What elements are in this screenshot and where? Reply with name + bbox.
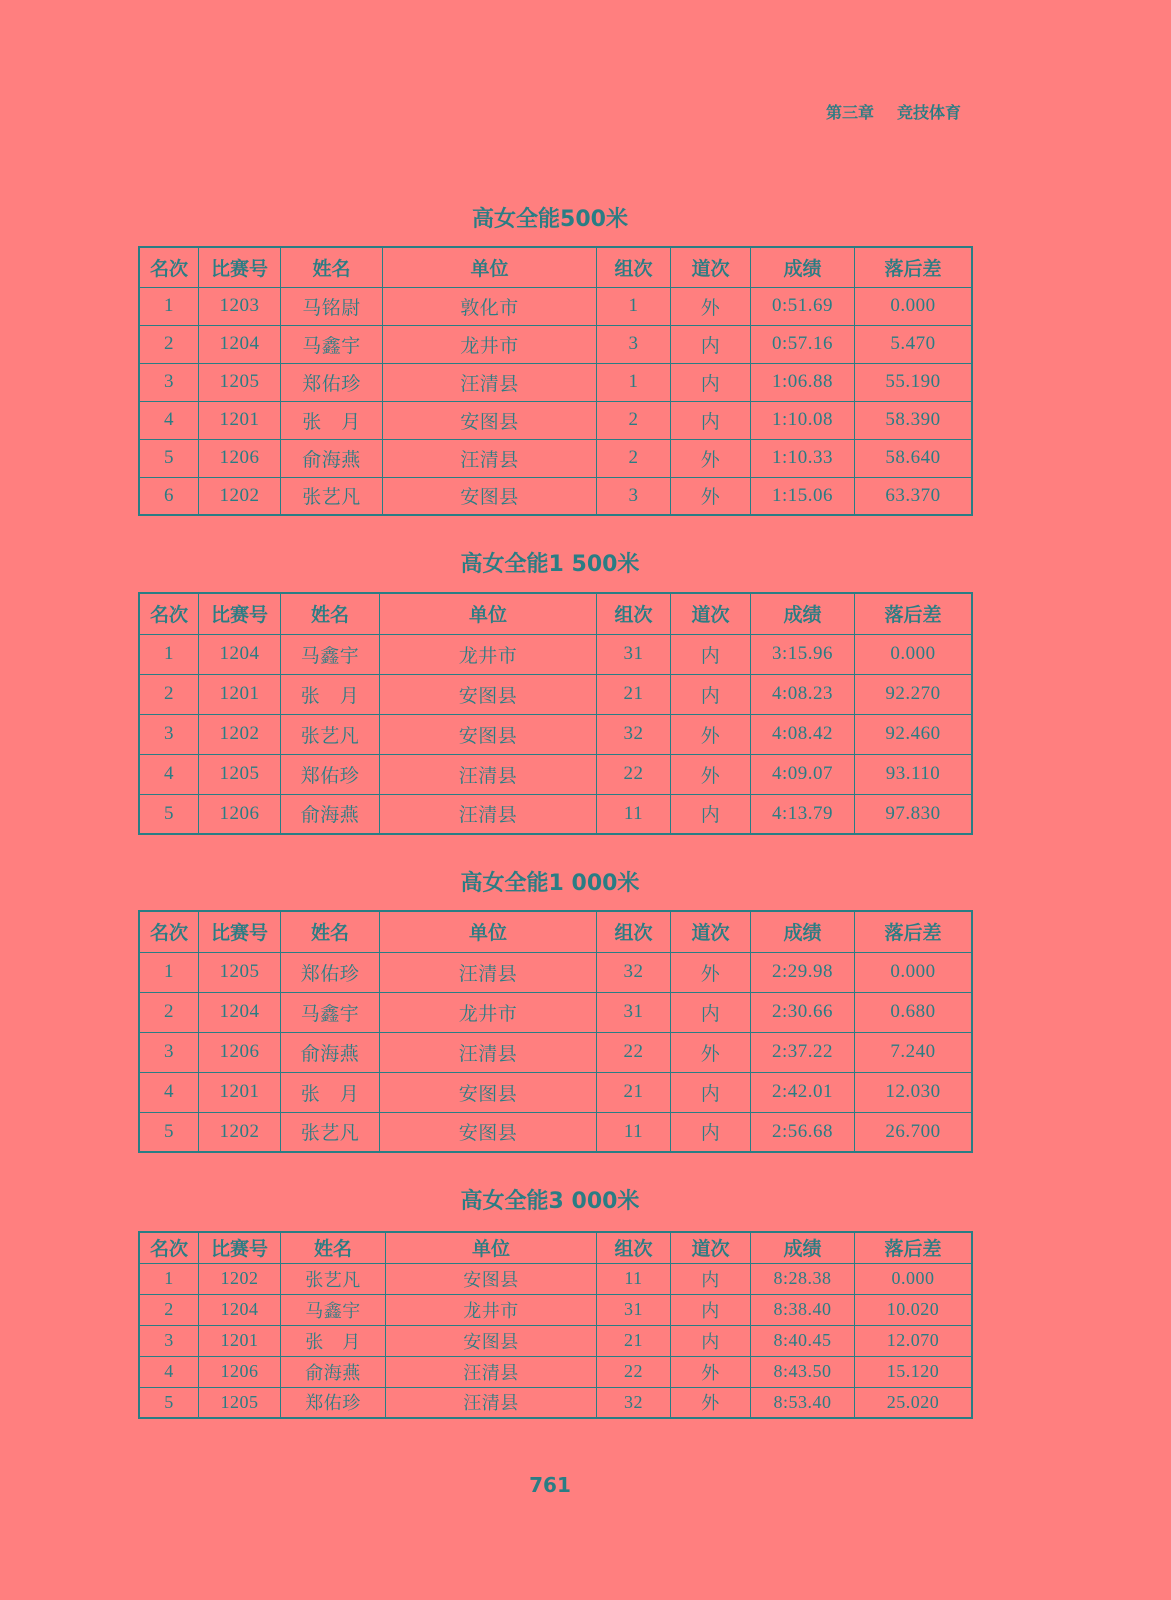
cell-lane: 内 <box>671 363 751 401</box>
cell-athlete-name: 张艺凡 <box>281 1112 380 1152</box>
column-header-rank: 名次 <box>139 1232 199 1263</box>
cell-team: 敦化市 <box>383 287 597 325</box>
cell-bib-number: 1201 <box>199 674 281 714</box>
cell-time-behind: 26.700 <box>855 1112 973 1152</box>
cell-athlete-name: 马铭尉 <box>281 287 383 325</box>
column-header-athlete-name: 姓名 <box>281 247 383 287</box>
column-header-team: 单位 <box>386 1232 597 1263</box>
cell-team: 龙井市 <box>386 1294 597 1325</box>
table-row <box>139 1032 972 1072</box>
chapter-label: 第三章 <box>825 103 874 122</box>
cell-lane: 外 <box>671 1032 751 1072</box>
cell-time-behind: 7.240 <box>855 1032 973 1072</box>
cell-heat: 2 <box>597 439 671 477</box>
column-header-heat: 组次 <box>597 247 671 287</box>
cell-rank: 1 <box>139 287 199 325</box>
cell-heat: 22 <box>597 1032 671 1072</box>
cell-result-time: 4:09.07 <box>751 754 855 794</box>
cell-team: 汪清县 <box>380 794 597 834</box>
cell-rank: 4 <box>139 754 199 794</box>
cell-rank: 4 <box>139 401 199 439</box>
table-row <box>139 634 972 674</box>
cell-bib-number: 1204 <box>199 992 281 1032</box>
cell-time-behind: 12.070 <box>855 1325 973 1356</box>
column-header-rank: 名次 <box>139 911 199 952</box>
cell-heat: 11 <box>597 794 671 834</box>
cell-rank: 4 <box>139 1356 199 1387</box>
cell-heat: 31 <box>597 1294 671 1325</box>
table-row <box>139 401 972 439</box>
cell-bib-number: 1205 <box>199 363 281 401</box>
cell-team: 汪清县 <box>380 754 597 794</box>
cell-rank: 3 <box>139 1032 199 1072</box>
cell-bib-number: 1202 <box>199 714 281 754</box>
cell-rank: 1 <box>139 952 199 992</box>
cell-rank: 2 <box>139 992 199 1032</box>
cell-result-time: 2:56.68 <box>751 1112 855 1152</box>
cell-result-time: 2:42.01 <box>751 1072 855 1112</box>
cell-team: 安图县 <box>386 1263 597 1294</box>
column-header-result-time: 成绩 <box>751 911 855 952</box>
cell-bib-number: 1204 <box>199 1294 281 1325</box>
table-row <box>139 992 972 1032</box>
cell-bib-number: 1205 <box>199 754 281 794</box>
cell-rank: 5 <box>139 439 199 477</box>
cell-heat: 1 <box>597 363 671 401</box>
table-row <box>139 754 972 794</box>
cell-athlete-name: 张艺凡 <box>281 477 383 515</box>
column-header-lane: 道次 <box>671 911 751 952</box>
column-header-bib-number: 比赛号 <box>199 247 281 287</box>
results-table <box>138 246 973 516</box>
cell-time-behind: 0.680 <box>855 992 973 1032</box>
cell-heat: 11 <box>597 1263 671 1294</box>
cell-time-behind: 55.190 <box>855 363 973 401</box>
cell-result-time: 8:43.50 <box>751 1356 855 1387</box>
cell-rank: 1 <box>139 1263 199 1294</box>
cell-athlete-name: 张艺凡 <box>281 714 380 754</box>
header-row <box>139 247 972 287</box>
column-header-heat: 组次 <box>597 593 671 634</box>
cell-athlete-name: 郑佑珍 <box>281 1387 386 1418</box>
cell-team: 安图县 <box>380 1072 597 1112</box>
cell-athlete-name: 俞海燕 <box>281 439 383 477</box>
cell-lane: 内 <box>671 1263 751 1294</box>
cell-time-behind: 0.000 <box>855 1263 973 1294</box>
cell-team: 汪清县 <box>386 1387 597 1418</box>
cell-athlete-name: 张 月 <box>281 401 383 439</box>
table-row <box>139 674 972 714</box>
section-label: 竞技体育 <box>896 103 961 122</box>
cell-athlete-name: 马鑫宇 <box>281 325 383 363</box>
cell-lane: 内 <box>671 794 751 834</box>
cell-team: 汪清县 <box>380 952 597 992</box>
cell-team: 龙井市 <box>380 634 597 674</box>
column-header-result-time: 成绩 <box>751 593 855 634</box>
table-row <box>139 1072 972 1112</box>
cell-team: 安图县 <box>380 674 597 714</box>
cell-athlete-name: 张 月 <box>281 1072 380 1112</box>
cell-lane: 外 <box>671 952 751 992</box>
column-header-result-time: 成绩 <box>751 247 855 287</box>
table-row <box>139 1263 972 1294</box>
cell-rank: 1 <box>139 634 199 674</box>
running-header <box>826 102 961 124</box>
column-header-bib-number: 比赛号 <box>199 593 281 634</box>
cell-team: 汪清县 <box>383 439 597 477</box>
cell-result-time: 1:06.88 <box>751 363 855 401</box>
cell-bib-number: 1203 <box>199 287 281 325</box>
cell-rank: 3 <box>139 363 199 401</box>
table-title: 高女全能3 000米 <box>460 1189 640 1214</box>
table-row <box>139 1387 972 1418</box>
table-row <box>139 1112 972 1152</box>
cell-athlete-name: 马鑫宇 <box>281 1294 386 1325</box>
cell-result-time: 8:40.45 <box>751 1325 855 1356</box>
cell-bib-number: 1202 <box>199 1112 281 1152</box>
cell-lane: 内 <box>671 992 751 1032</box>
column-header-time-behind: 落后差 <box>855 911 973 952</box>
table-title: 高女全能500米 <box>472 207 628 232</box>
column-header-team: 单位 <box>380 911 597 952</box>
cell-lane: 外 <box>671 1356 751 1387</box>
cell-heat: 3 <box>597 325 671 363</box>
column-header-athlete-name: 姓名 <box>281 911 380 952</box>
cell-bib-number: 1206 <box>199 794 281 834</box>
cell-team: 龙井市 <box>380 992 597 1032</box>
column-header-result-time: 成绩 <box>751 1232 855 1263</box>
cell-result-time: 1:10.08 <box>751 401 855 439</box>
cell-time-behind: 92.270 <box>855 674 973 714</box>
table-row <box>139 952 972 992</box>
cell-lane: 内 <box>671 401 751 439</box>
column-header-heat: 组次 <box>597 911 671 952</box>
cell-result-time: 3:15.96 <box>751 634 855 674</box>
cell-rank: 4 <box>139 1072 199 1112</box>
cell-bib-number: 1204 <box>199 634 281 674</box>
cell-bib-number: 1202 <box>199 477 281 515</box>
header-row <box>139 1232 972 1263</box>
cell-team: 安图县 <box>386 1325 597 1356</box>
cell-team: 安图县 <box>380 1112 597 1152</box>
cell-team: 安图县 <box>383 477 597 515</box>
cell-rank: 3 <box>139 1325 199 1356</box>
cell-lane: 外 <box>671 477 751 515</box>
cell-time-behind: 10.020 <box>855 1294 973 1325</box>
cell-result-time: 4:08.23 <box>751 674 855 714</box>
column-header-rank: 名次 <box>139 593 199 634</box>
page-number: 761 <box>529 1473 571 1497</box>
cell-athlete-name: 张 月 <box>281 1325 386 1356</box>
cell-athlete-name: 俞海燕 <box>281 794 380 834</box>
cell-result-time: 4:13.79 <box>751 794 855 834</box>
cell-heat: 1 <box>597 287 671 325</box>
table-title: 高女全能1 500米 <box>460 552 640 577</box>
cell-time-behind: 97.830 <box>855 794 973 834</box>
cell-heat: 21 <box>597 1072 671 1112</box>
cell-heat: 22 <box>597 754 671 794</box>
column-header-lane: 道次 <box>671 247 751 287</box>
table-row <box>139 1294 972 1325</box>
cell-team: 安图县 <box>383 401 597 439</box>
cell-time-behind: 0.000 <box>855 634 973 674</box>
column-header-time-behind: 落后差 <box>855 593 973 634</box>
column-header-team: 单位 <box>383 247 597 287</box>
cell-result-time: 0:57.16 <box>751 325 855 363</box>
cell-bib-number: 1206 <box>199 1032 281 1072</box>
cell-result-time: 4:08.42 <box>751 714 855 754</box>
results-table <box>138 910 973 1153</box>
cell-rank: 3 <box>139 714 199 754</box>
cell-lane: 外 <box>671 1387 751 1418</box>
cell-bib-number: 1206 <box>199 1356 281 1387</box>
cell-athlete-name: 俞海燕 <box>281 1356 386 1387</box>
cell-bib-number: 1206 <box>199 439 281 477</box>
cell-lane: 内 <box>671 1294 751 1325</box>
cell-bib-number: 1201 <box>199 1072 281 1112</box>
cell-team: 汪清县 <box>380 1032 597 1072</box>
column-header-bib-number: 比赛号 <box>199 1232 281 1263</box>
cell-team: 汪清县 <box>383 363 597 401</box>
cell-heat: 21 <box>597 674 671 714</box>
column-header-time-behind: 落后差 <box>855 247 973 287</box>
cell-rank: 2 <box>139 674 199 714</box>
cell-rank: 6 <box>139 477 199 515</box>
results-table <box>138 1231 973 1419</box>
cell-lane: 内 <box>671 1112 751 1152</box>
cell-result-time: 8:53.40 <box>751 1387 855 1418</box>
cell-rank: 5 <box>139 1112 199 1152</box>
cell-bib-number: 1201 <box>199 401 281 439</box>
header-row <box>139 911 972 952</box>
cell-time-behind: 0.000 <box>855 952 973 992</box>
table-row <box>139 439 972 477</box>
cell-lane: 外 <box>671 439 751 477</box>
column-header-athlete-name: 姓名 <box>281 593 380 634</box>
cell-result-time: 0:51.69 <box>751 287 855 325</box>
table-row <box>139 363 972 401</box>
cell-athlete-name: 张 月 <box>281 674 380 714</box>
table-title: 高女全能1 000米 <box>460 871 640 896</box>
column-header-rank: 名次 <box>139 247 199 287</box>
cell-team: 龙井市 <box>383 325 597 363</box>
table-row <box>139 1325 972 1356</box>
cell-result-time: 2:30.66 <box>751 992 855 1032</box>
column-header-athlete-name: 姓名 <box>281 1232 386 1263</box>
cell-heat: 2 <box>597 401 671 439</box>
cell-result-time: 8:38.40 <box>751 1294 855 1325</box>
table-row <box>139 287 972 325</box>
cell-bib-number: 1201 <box>199 1325 281 1356</box>
table-row <box>139 714 972 754</box>
cell-athlete-name: 张艺凡 <box>281 1263 386 1294</box>
cell-time-behind: 58.390 <box>855 401 973 439</box>
table-row <box>139 477 972 515</box>
cell-lane: 外 <box>671 287 751 325</box>
table-row <box>139 794 972 834</box>
cell-athlete-name: 俞海燕 <box>281 1032 380 1072</box>
cell-heat: 3 <box>597 477 671 515</box>
column-header-heat: 组次 <box>597 1232 671 1263</box>
cell-heat: 32 <box>597 1387 671 1418</box>
cell-heat: 21 <box>597 1325 671 1356</box>
column-header-lane: 道次 <box>671 1232 751 1263</box>
cell-lane: 外 <box>671 754 751 794</box>
cell-time-behind: 0.000 <box>855 287 973 325</box>
column-header-bib-number: 比赛号 <box>199 911 281 952</box>
cell-athlete-name: 马鑫宇 <box>281 634 380 674</box>
cell-result-time: 1:15.06 <box>751 477 855 515</box>
cell-lane: 内 <box>671 325 751 363</box>
cell-rank: 5 <box>139 1387 199 1418</box>
column-header-time-behind: 落后差 <box>855 1232 973 1263</box>
cell-lane: 内 <box>671 674 751 714</box>
header-row <box>139 593 972 634</box>
cell-result-time: 2:29.98 <box>751 952 855 992</box>
cell-lane: 内 <box>671 1072 751 1112</box>
table-row <box>139 325 972 363</box>
cell-bib-number: 1204 <box>199 325 281 363</box>
cell-heat: 22 <box>597 1356 671 1387</box>
cell-rank: 5 <box>139 794 199 834</box>
cell-lane: 内 <box>671 1325 751 1356</box>
cell-heat: 31 <box>597 634 671 674</box>
cell-athlete-name: 郑佑珍 <box>281 754 380 794</box>
cell-result-time: 8:28.38 <box>751 1263 855 1294</box>
cell-bib-number: 1205 <box>199 952 281 992</box>
cell-athlete-name: 马鑫宇 <box>281 992 380 1032</box>
column-header-team: 单位 <box>380 593 597 634</box>
cell-rank: 2 <box>139 1294 199 1325</box>
cell-result-time: 2:37.22 <box>751 1032 855 1072</box>
cell-time-behind: 92.460 <box>855 714 973 754</box>
cell-time-behind: 25.020 <box>855 1387 973 1418</box>
cell-time-behind: 15.120 <box>855 1356 973 1387</box>
cell-time-behind: 93.110 <box>855 754 973 794</box>
cell-heat: 32 <box>597 714 671 754</box>
cell-lane: 内 <box>671 634 751 674</box>
cell-team: 安图县 <box>380 714 597 754</box>
cell-bib-number: 1205 <box>199 1387 281 1418</box>
cell-heat: 11 <box>597 1112 671 1152</box>
results-table <box>138 592 973 835</box>
cell-result-time: 1:10.33 <box>751 439 855 477</box>
cell-time-behind: 5.470 <box>855 325 973 363</box>
cell-lane: 外 <box>671 714 751 754</box>
cell-time-behind: 63.370 <box>855 477 973 515</box>
cell-time-behind: 12.030 <box>855 1072 973 1112</box>
cell-bib-number: 1202 <box>199 1263 281 1294</box>
cell-time-behind: 58.640 <box>855 439 973 477</box>
table-row <box>139 1356 972 1387</box>
cell-team: 汪清县 <box>386 1356 597 1387</box>
cell-heat: 31 <box>597 992 671 1032</box>
cell-athlete-name: 郑佑珍 <box>281 363 383 401</box>
cell-athlete-name: 郑佑珍 <box>281 952 380 992</box>
column-header-lane: 道次 <box>671 593 751 634</box>
cell-heat: 32 <box>597 952 671 992</box>
cell-rank: 2 <box>139 325 199 363</box>
